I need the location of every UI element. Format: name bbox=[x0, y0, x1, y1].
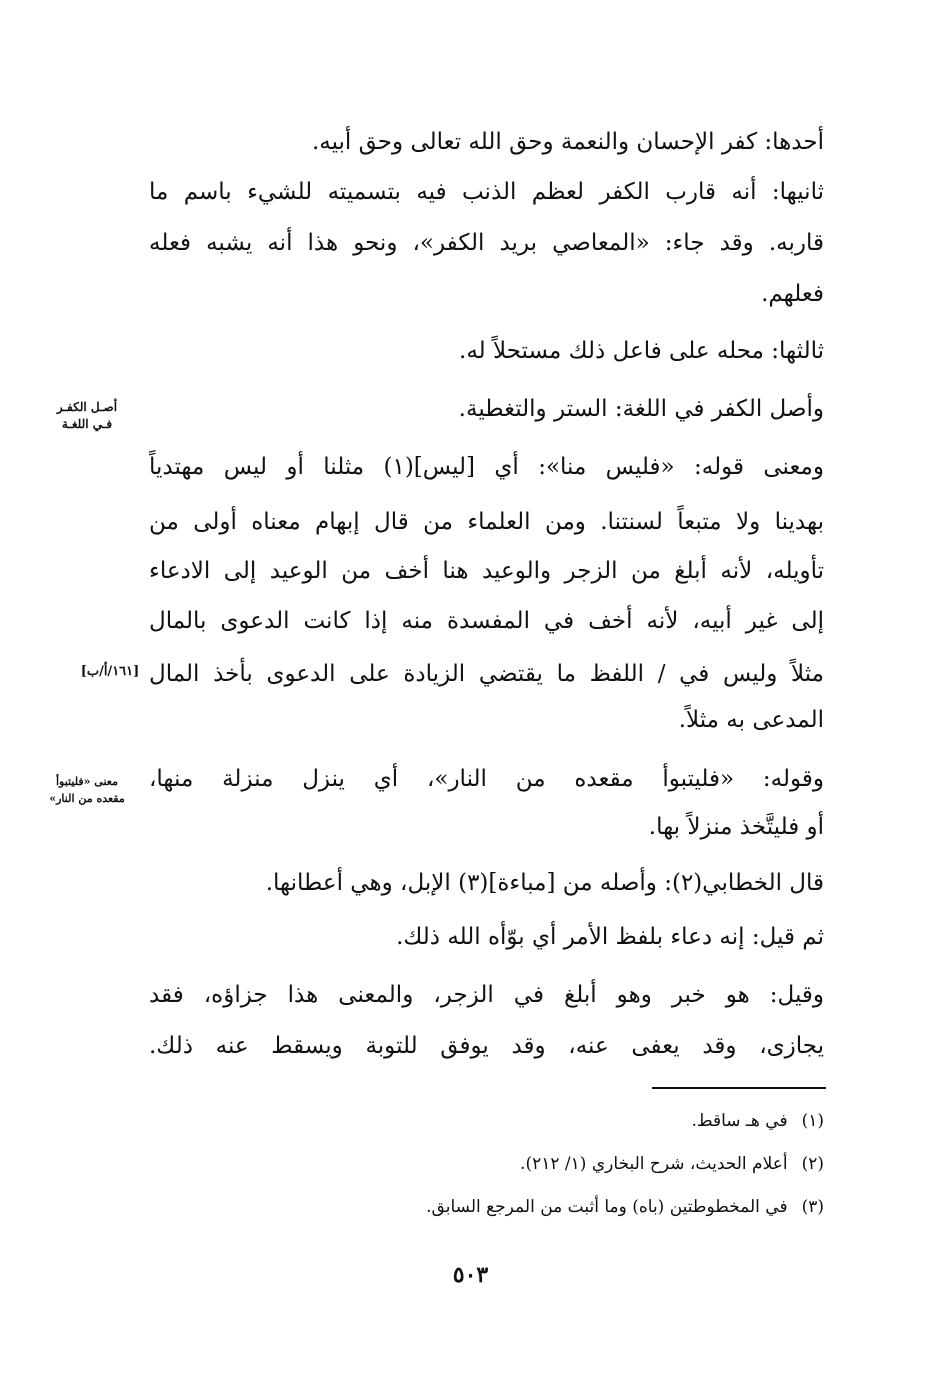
text-line: قال الخطابي(٢): وأصله من [مباءة](٣) الإبل، وهي أعطانها. bbox=[265, 870, 824, 896]
text-line: قاربه. وقد جاء: «المعاصي بريد الكفر»، ونحو هذا أنه يشبه فعله bbox=[149, 230, 824, 256]
text-line: وقيل: هو خبر وهو أبلغ في الزجر، والمعنى هذا جزاؤه، فقد bbox=[149, 982, 824, 1008]
footnote bbox=[691, 1107, 824, 1135]
margin-note-asl-alkufr: أصـل الكفـر فـي اللغـة bbox=[56, 400, 118, 431]
text-line: ثانيها: أنه قارب الكفر لعظم الذنب فيه بتسميته للشيء باسم ما bbox=[149, 179, 824, 205]
footnote-divider bbox=[652, 1087, 826, 1089]
text-line: مثلاً وليس في / اللفظ ما يقتضي الزيادة على الدعوى بأخذ المال bbox=[149, 661, 824, 687]
text-line: المدعى به مثلاً. bbox=[678, 707, 824, 733]
margin-note-folio: [١٦١/أ/ب] bbox=[80, 664, 140, 679]
text-line: فعلهم. bbox=[761, 281, 824, 307]
footnote-text: أعلام الحديث، شرح البخاري (١/ ٢١٢). bbox=[520, 1154, 788, 1174]
footnote-text: في المخطوطتين (باه) وما أثبت من المرجع السابق. bbox=[426, 1197, 788, 1217]
footnote-text: في هـ ساقط. bbox=[691, 1111, 788, 1131]
text-line: ثالثها: محله على فاعل ذلك مستحلاً له. bbox=[459, 338, 824, 364]
footnote-number: (٣) bbox=[801, 1197, 824, 1217]
footnote bbox=[520, 1150, 824, 1178]
text-line: وأصل الكفر في اللغة: الستر والتغطية. bbox=[458, 396, 824, 422]
page-number: ٥٠٣ bbox=[452, 1262, 489, 1288]
text-line: إلى غير أبيه، لأنه أخف في المفسدة منه إذا كانت الدعوى بالمال bbox=[149, 608, 824, 634]
text-line: تأويله، لأنه أبلغ من الزجر والوعيد هنا أخف من الوعيد إلى الادعاء bbox=[149, 558, 824, 584]
text-line: أحدها: كفر الإحسان والنعمة وحق الله تعالى وحق أبيه. bbox=[311, 129, 824, 155]
text-line: ومعنى قوله: «فليس منا»: أي [ليس](١) مثلنا أو ليس مهتدياً bbox=[149, 454, 824, 480]
text-line: وقوله: «فليتبوأ مقعده من النار»، أي ينزل منزلة منها، bbox=[149, 766, 824, 792]
text-line: ثم قيل: إنه دعاء بلفظ الأمر أي بوّأه الله ذلك. bbox=[396, 924, 824, 950]
margin-note-maana: معنى «فليتبوأ مقعده من النار» bbox=[49, 775, 125, 805]
footnote bbox=[426, 1193, 824, 1221]
text-line: يجازى، وقد يعفى عنه، وقد يوفق للتوبة ويسقط عنه ذلك. bbox=[149, 1033, 824, 1059]
text-line: بهدينا ولا متبعاً لسنتنا. ومن العلماء من قال إبهام معناه أولى من bbox=[149, 509, 824, 535]
footnote-number: (١) bbox=[801, 1111, 824, 1131]
footnote-number: (٢) bbox=[801, 1154, 824, 1174]
text-line: أو فليتَّخذ منزلاً بها. bbox=[648, 814, 824, 840]
